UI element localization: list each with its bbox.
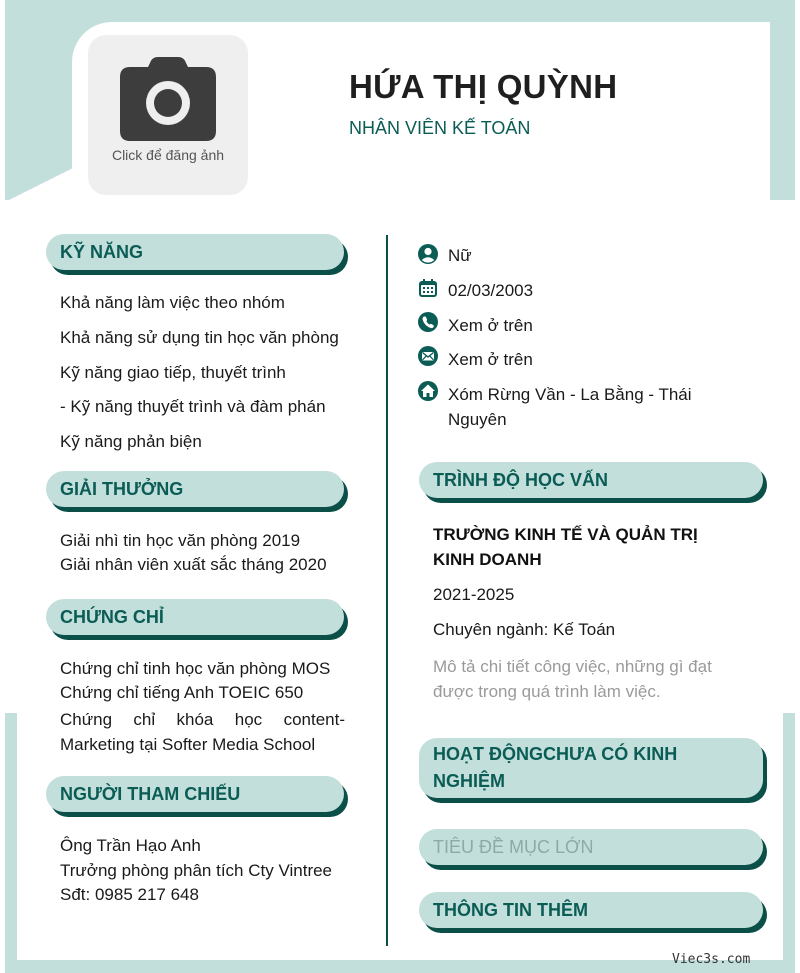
education-description[interactable]: Mô tả chi tiết công việc, những gì đạt được trong quá trình làm việc.	[433, 657, 712, 701]
address-value[interactable]	[448, 382, 728, 432]
section-activities[interactable]	[419, 738, 763, 798]
section-certificates[interactable]	[46, 599, 344, 635]
section-title: THÔNG TIN THÊM	[433, 899, 588, 920]
phone-icon	[418, 312, 438, 332]
photo-upload[interactable]	[88, 35, 248, 195]
certificate-item[interactable]: Chứng chỉ tiếng Anh TOEIC 650	[60, 683, 304, 702]
phone-value[interactable]: Xem ở trên	[448, 316, 533, 335]
skill-item[interactable]: - Kỹ năng thuyết trình và đàm phán	[60, 397, 326, 416]
address-line: Xóm Rừng Vần - La Bằng - Thái	[448, 385, 692, 404]
birthday-value[interactable]: 02/03/2003	[448, 281, 534, 300]
certificate-item[interactable]: Chứng chỉ tinh học văn phòng MOS	[60, 659, 331, 678]
award-item[interactable]: Giải nhân viên xuất sắc tháng 2020	[60, 555, 327, 574]
section-education[interactable]	[419, 462, 763, 498]
education-major[interactable]: Chuyên ngành: Kế Toán	[433, 620, 616, 639]
skill-item[interactable]: Khả năng sử dụng tin học văn phòng	[60, 328, 339, 347]
reference-line[interactable]: Trưởng phòng phân tích Cty Vintree	[60, 861, 333, 880]
section-skills[interactable]	[46, 234, 344, 270]
section-title: HOẠT ĐỘNGCHƯA CÓ KINH NGHIỆM	[433, 744, 678, 791]
award-item[interactable]: Giải nhì tin học văn phòng 2019	[60, 531, 301, 550]
section-placeholder[interactable]	[419, 829, 763, 865]
section-title: NGƯỜI THAM CHIẾU	[60, 783, 241, 804]
email-value[interactable]: Xem ở trên	[448, 350, 533, 369]
skill-item[interactable]: Kỹ năng phản biện	[60, 432, 202, 451]
skill-item[interactable]: Khả năng làm việc theo nhóm	[60, 293, 285, 312]
mail-icon	[418, 346, 438, 366]
certificate-line: Marketing tại Softer Media School	[60, 735, 316, 754]
home-icon	[418, 381, 438, 401]
sheet-corner	[5, 168, 73, 202]
content-sheet	[5, 200, 795, 713]
watermark: Viec3s.com	[672, 952, 751, 967]
education-years[interactable]: 2021-2025	[433, 585, 515, 604]
calendar-icon	[418, 278, 438, 298]
section-title: TIÊU ĐỀ MỤC LỚN	[433, 836, 594, 857]
skill-item[interactable]: Kỹ năng giao tiếp, thuyết trình	[60, 363, 286, 382]
candidate-name[interactable]: HỨA THỊ QUỲNH	[349, 68, 618, 105]
section-title: TRÌNH ĐỘ HỌC VẤN	[433, 469, 608, 490]
section-extra-info[interactable]	[419, 892, 763, 928]
certificate-line: Chứng chỉ khóa học content-	[60, 710, 345, 729]
job-title[interactable]: NHÂN VIÊN KẾ TOÁN	[349, 118, 531, 138]
section-title: GIẢI THƯỞNG	[60, 478, 184, 499]
address-line: Nguyên	[448, 410, 507, 429]
reference-line[interactable]: Ông Trần Hạo Anh	[60, 836, 201, 855]
section-awards[interactable]	[46, 471, 344, 507]
section-title: CHỨNG CHỈ	[60, 606, 164, 627]
camera-icon	[120, 57, 216, 141]
gender-value[interactable]: Nữ	[448, 246, 472, 265]
user-icon	[418, 244, 438, 264]
column-divider	[386, 235, 388, 946]
photo-upload-label: Click để đăng ảnh	[111, 147, 225, 163]
reference-line[interactable]: Sđt: 0985 217 648	[60, 885, 199, 904]
certificate-item[interactable]	[60, 707, 345, 757]
section-references[interactable]	[46, 776, 344, 812]
section-title: KỸ NĂNG	[60, 241, 144, 262]
school-name[interactable]: TRƯỜNG KINH TẾ VÀ QUẢN TRỊ KINH DOANH	[433, 525, 698, 569]
